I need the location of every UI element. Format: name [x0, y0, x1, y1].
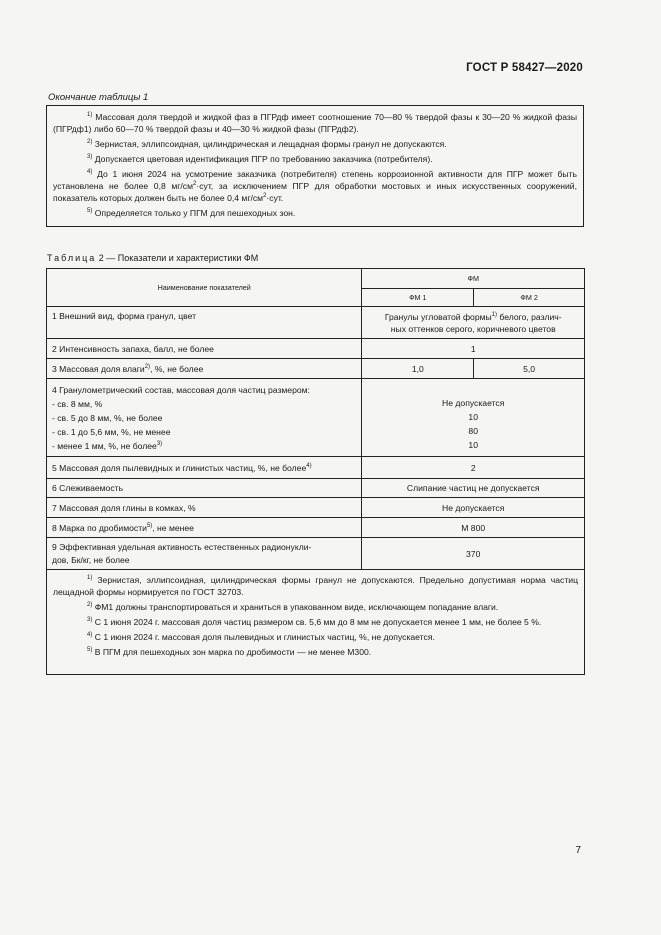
row3-name: 3 Массовая доля влаги$^{2)}$, %, не более — [47, 359, 362, 379]
table-row — [47, 457, 585, 479]
row3-fm2: 5,0 — [474, 359, 585, 379]
row2-name: 2 Интенсивность запаха, балл, не более — [47, 339, 362, 359]
table-row — [47, 379, 585, 457]
row5-name: 5 Массовая доля пылевидных и глинистых частиц, %, не более$^{4)}$ — [47, 457, 362, 479]
row4-values: Не допускается 10 80 10 — [362, 379, 585, 457]
table-row — [47, 479, 585, 498]
table-row — [47, 339, 585, 359]
row1-value: Гранулы угловатой формы$^{1)}$ белого, различ- ных оттенков серого, коричневого цветов — [362, 307, 585, 339]
table2-note-5: $^{5)}$ В ПГМ для пешеходных зон марка по дробимости — не менее М300. — [87, 647, 372, 657]
column-header-fm1: ФМ 1 — [362, 289, 474, 307]
row6-value: Слипание частиц не допускается — [362, 479, 585, 498]
row9-name: 9 Эффективная удельная активность естественных радионукли- дов, Бк/кг, не более — [47, 538, 362, 570]
table2 — [46, 268, 585, 570]
row3-fm1: 1,0 — [362, 359, 474, 379]
row9-value: 370 — [362, 538, 585, 570]
table1-footnotes-box — [46, 105, 584, 227]
table-row — [47, 538, 585, 570]
row5-value: 2 — [362, 457, 585, 479]
row2-value: 1 — [362, 339, 585, 359]
row4-name: 4 Гранулометрический состав, массовая доля частиц размером: - св. 8 мм, % - св. 5 до 8 мм, %, не более - св. 1 до 5,6 мм, %, не менее - менее 1 мм, %, не более$^{3)}$ — [47, 379, 362, 457]
table2-note-3: $^{3)}$ С 1 июня 2024 г. массовая доля частиц размером св. 5,6 мм до 8 мм не допускается менее 1 мм, не более 5 %. — [87, 617, 542, 627]
column-header-fm2: ФМ 2 — [474, 289, 585, 307]
table2-title: Таблица 2 — Показатели и характеристики ФМ — [47, 253, 259, 263]
table2-note-1: $^{1)}$ Зернистая, эллипсоидная, цилиндрическая формы гранул не допускаются. Предельно допустимая норма частиц лещадной формы нормируется по ГОСТ 32703. — [53, 575, 578, 597]
table1-note-2: $^{2)}$ Зернистая, эллипсоидная, цилиндрическая и лещадная формы гранул не допускаются. — [87, 139, 447, 149]
table-row — [47, 359, 585, 379]
page-number: 7 — [575, 845, 581, 856]
table1-note-3: $^{3)}$ Допускается цветовая идентификация ПГР по требованию заказчика (потребителя). — [87, 154, 433, 164]
column-header-name: Наименование показателей — [47, 269, 362, 307]
table1-note-1: $^{1)}$ Массовая доля твердой и жидкой фаз в ПГРдф имеет соотношение 70—80 % твердой фазы к 30—20 % жидкой фазы (ПГРдф1) либо 60—70 % твердой фазы и 40—30 % жидкой фазы (ПГРдф2). — [53, 112, 577, 134]
row8-name: 8 Марка по дробимости$^{5)}$, не менее — [47, 518, 362, 538]
table-row — [47, 307, 585, 339]
table1-note-4: $^{4)}$ До 1 июня 2024 на усмотрение заказчика (потребителя) степень коррозионной активности для ПГР может быть установлена не более 0,8 $мг/см^2\cdot сут$, за исключением ПГР для обработки мостовых и иных искусственных сооружений, показатель которых должен быть не более 0,4 $мг/см^2\cdot сут$. — [53, 169, 577, 203]
row6-name: 6 Слеживаемость — [47, 479, 362, 498]
table-row — [47, 498, 585, 518]
row8-value: М 800 — [362, 518, 585, 538]
table-continuation-caption: Окончание таблицы 1 — [48, 92, 149, 103]
column-header-group: ФМ — [362, 269, 585, 289]
table2-note-4: $^{4)}$ С 1 июня 2024 г. массовая доля пылевидных и глинистых частиц, %, не допускается. — [87, 632, 435, 642]
row1-name: 1 Внешний вид, форма гранул, цвет — [47, 307, 362, 339]
row7-value: Не допускается — [362, 498, 585, 518]
table-header-row — [47, 269, 585, 289]
table-row — [47, 518, 585, 538]
row7-name: 7 Массовая доля глины в комках, % — [47, 498, 362, 518]
table2-note-2: $^{2)}$ ФМ1 должны транспортироваться и храниться в упакованном виде, исключающем попадание влаги. — [87, 602, 499, 612]
table1-note-5: $^{5)}$ Определяется только у ПГМ для пешеходных зон. — [87, 208, 296, 218]
table2-footnotes-box — [46, 570, 585, 675]
document-code: ГОСТ Р 58427—2020 — [466, 62, 583, 74]
